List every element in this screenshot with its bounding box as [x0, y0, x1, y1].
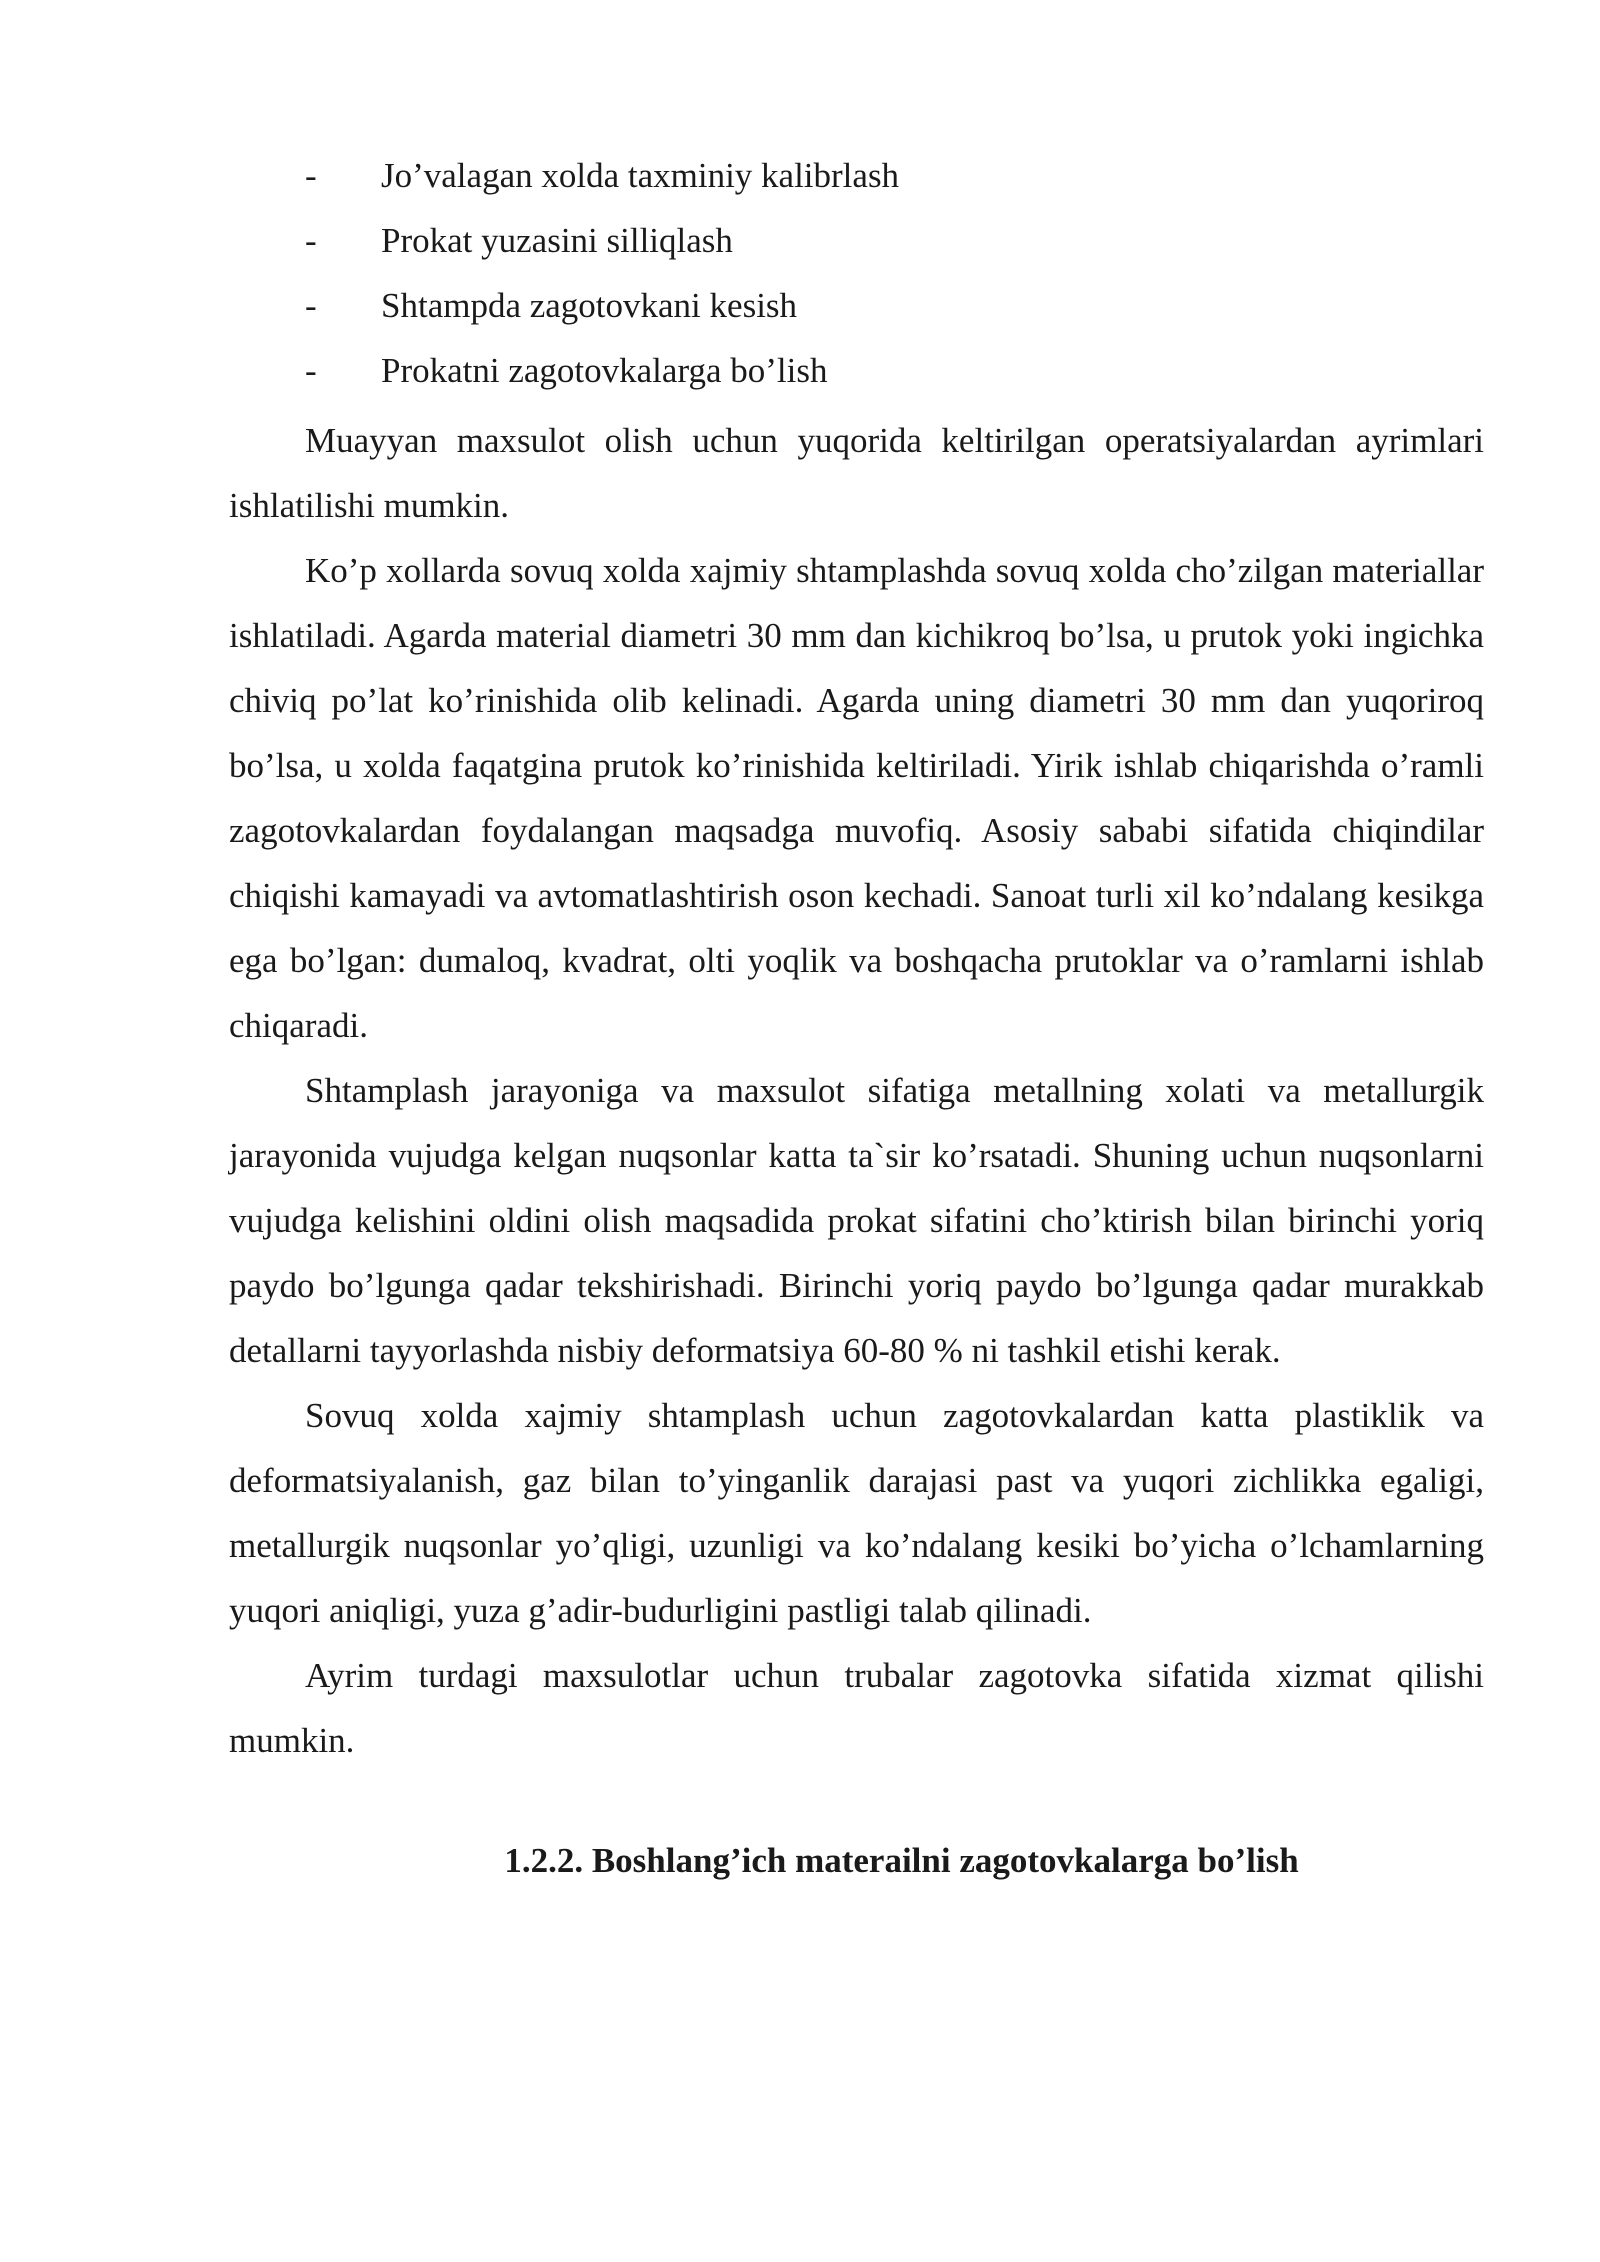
bullet-item	[229, 213, 1484, 278]
bullet-dash: -	[305, 221, 317, 260]
bullet-item	[229, 148, 1484, 213]
bullet-item	[229, 343, 1484, 408]
body-paragraph: Ayrim turdagi maxsulotlar uchun trubalar zagotovka sifatida xizmat qilishi mumkin.	[229, 1656, 1484, 1760]
bullet-dash: -	[305, 156, 317, 195]
document-page	[229, 148, 1484, 1893]
bullet-text: Jo’valagan xolda taxminiy kalibrlash	[381, 156, 900, 195]
bullet-item	[229, 278, 1484, 343]
bullet-text: Prokatni zagotovkalarga bo’lish	[381, 351, 828, 390]
body-paragraph: Sovuq xolda xajmiy shtamplash uchun zagotovkalardan katta plastiklik va deformatsiyalanish, gaz bilan to’yinganlik darajasi past va yuqori zichlikka egaligi, metallurgik nuqsonlar yo’qligi, uzunligi va ko’ndalang kesiki bo’yicha o’lchamlarning yuqori aniqligi, yuza g’adir-budurligini pastligi talab qilinadi.	[229, 1396, 1484, 1630]
bullet-dash: -	[305, 286, 317, 325]
bullet-text: Prokat yuzasini silliqlash	[381, 221, 733, 260]
body-paragraph: Shtamplash jarayoniga va maxsulot sifatiga metallning xolati va metallurgik jarayonida vujudga kelgan nuqsonlar katta ta`sir ko’rsatadi. Shuning uchun nuqsonlarni vujudga kelishini oldini olish maqsadida prokat sifatini cho’ktirish bilan birinchi yoriq paydo bo’lgunga qadar tekshirishadi. Birinchi yoriq paydo bo’lgunga qadar murakkab detallarni tayyorlashda nisbiy deformatsiya 60-80 % ni tashkil etishi kerak.	[229, 1071, 1484, 1370]
body-paragraph: Ko’p xollarda sovuq xolda xajmiy shtamplashda sovuq xolda cho’zilgan materiallar ishlatiladi. Agarda material diametri 30 mm dan kichikroq bo’lsa, u prutok yoki ingichka chiviq po’lat ko’rinishida olib kelinadi. Agarda uning diametri 30 mm dan yuqoriroq bo’lsa, u xolda faqatgina prutok ko’rinishida keltiriladi. Yirik ishlab chiqarishda o’ramli zagotovkalardan foydalangan maqsadga muvofiq. Asosiy sababi sifatida chiqindilar chiqishi kamayadi va avtomatlashtirish oson kechadi. Sanoat turli xil ko’ndalang kesikga ega bo’lgan: dumaloq, kvadrat, olti yoqlik va boshqacha prutoklar va o’ramlarni ishlab chiqaradi.	[229, 551, 1484, 1045]
body-paragraph: Muayyan maxsulot olish uchun yuqorida keltirilgan operatsiyalardan ayrimlari ishlatilishi mumkin.	[229, 421, 1484, 525]
bullet-text: Shtampda zagotovkani kesish	[381, 286, 798, 325]
section-heading: 1.2.2. Boshlang’ich materailni zagotovkalarga bo’lish	[504, 1841, 1299, 1880]
bullet-dash: -	[305, 351, 317, 390]
